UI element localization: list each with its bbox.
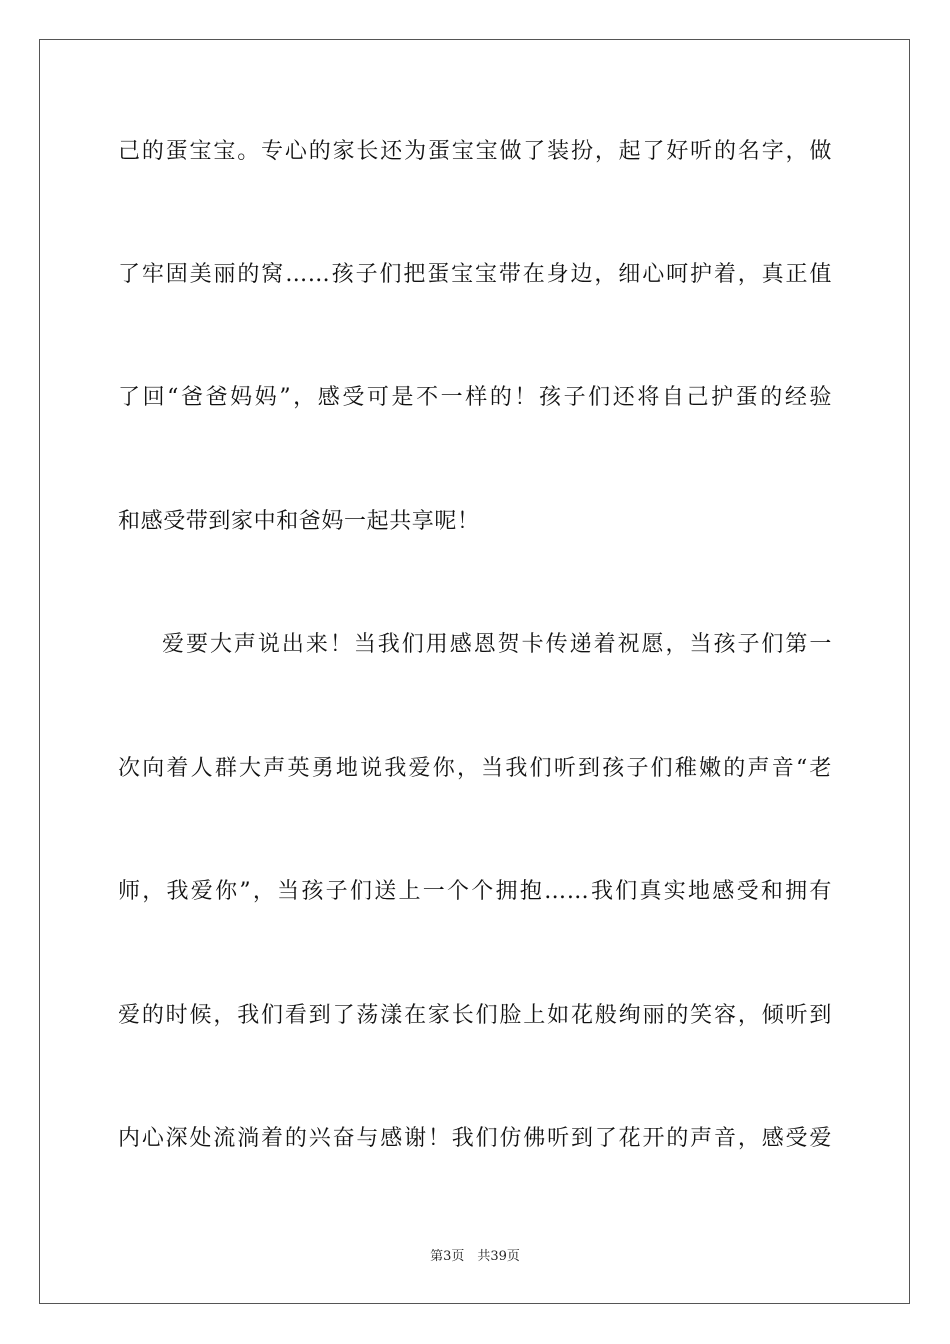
body-line-3: 了回“爸爸妈妈”，感受可是不一样的！孩子们还将自己护蛋的经验: [118, 385, 832, 410]
body-line-8: 爱的时候，我们看到了荡漾在家长们脸上如花般绚丽的笑容，倾听到: [118, 1003, 832, 1028]
body-line-7: 师，我爱你”，当孩子们送上一个个拥抱……我们真实地感受和拥有: [118, 879, 832, 904]
body-line-1: 己的蛋宝宝。专心的家长还为蛋宝宝做了装扮，起了好听的名字，做: [118, 139, 832, 164]
body-line-2: 了牢固美丽的窝……孩子们把蛋宝宝带在身边，细心呵护着，真正值: [118, 262, 832, 287]
body-line-5: 爱要大声说出来！当我们用感恩贺卡传递着祝愿，当孩子们第一: [162, 632, 832, 657]
page-border: [39, 39, 910, 1304]
body-line-6: 次向着人群大声英勇地说我爱你，当我们听到孩子们稚嫩的声音“老: [118, 756, 832, 781]
body-line-9: 内心深处流淌着的兴奋与感谢！我们仿佛听到了花开的声音，感受爱: [118, 1126, 832, 1151]
page-number-footer: 第3页 共39页: [430, 1249, 520, 1264]
body-line-4: 和感受带到家中和爸妈一起共享呢！: [118, 509, 480, 534]
